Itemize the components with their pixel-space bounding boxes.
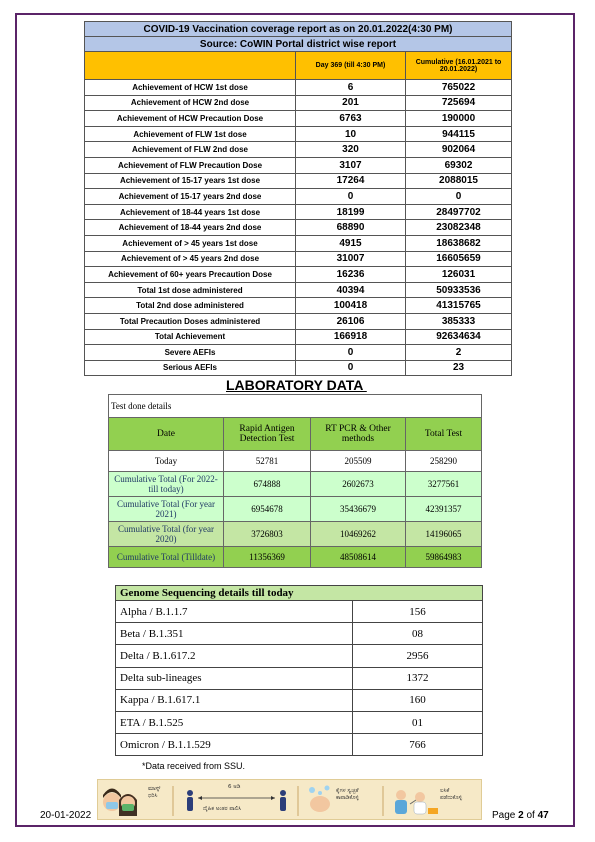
distance-caption-top: 6 ಅಡಿ — [228, 784, 241, 790]
vaccination-row — [85, 313, 512, 329]
row-cumulative-value: 190000 — [406, 111, 512, 127]
row-day-value: 18199 — [296, 204, 406, 220]
variant-count: 156 — [353, 601, 483, 623]
row-label: Achievement of FLW 1st dose — [85, 126, 296, 142]
footer-page-number — [492, 810, 549, 821]
variant-count: 2956 — [353, 645, 483, 667]
row-cumulative-value: 126031 — [406, 267, 512, 283]
lab-rat-value: 674888 — [224, 472, 311, 497]
genome-row — [116, 601, 483, 623]
row-label: Achievement of HCW Precaution Dose — [85, 111, 296, 127]
row-label: Serious AEFIs — [85, 360, 296, 376]
row-day-value: 0 — [296, 189, 406, 205]
lab-rat-value: 11356369 — [224, 547, 311, 568]
mask-caption: ಮಾಸ್ಕ್ ಧರಿಸಿ — [148, 786, 161, 799]
vaccination-row — [85, 189, 512, 205]
vaccination-source: Source: CoWIN Portal district wise report — [85, 37, 512, 52]
data-source-note: *Data received from SSU. — [142, 761, 246, 771]
hand-wash-icon — [309, 786, 330, 813]
row-label: Total 2nd dose administered — [85, 298, 296, 314]
row-label: Total 1st dose administered — [85, 282, 296, 298]
lab-row — [109, 451, 482, 472]
vaccination-row — [85, 173, 512, 189]
row-cumulative-value: 944115 — [406, 126, 512, 142]
lab-header-rtpcr: RT PCR & Other methods — [311, 418, 406, 451]
variant-count: 08 — [353, 623, 483, 645]
lab-caption: Test done details — [109, 395, 482, 418]
row-label: Total Achievement — [85, 329, 296, 345]
vaccination-row — [85, 267, 512, 283]
lab-total-value: 3277561 — [406, 472, 482, 497]
row-label: Total Precaution Doses administered — [85, 313, 296, 329]
lab-date: Today — [109, 451, 224, 472]
row-day-value: 4915 — [296, 235, 406, 251]
lab-row — [109, 522, 482, 547]
genome-row — [116, 645, 483, 667]
vaccination-row — [85, 345, 512, 361]
page-prefix: Page — [492, 810, 519, 821]
genome-row — [116, 667, 483, 689]
vaccination-row — [85, 329, 512, 345]
row-label: Achievement of 15-17 years 2nd dose — [85, 189, 296, 205]
row-label: Achievement of > 45 years 2nd dose — [85, 251, 296, 267]
variant-name: Delta / B.1.617.2 — [116, 645, 353, 667]
row-day-value: 10 — [296, 126, 406, 142]
row-label: Achievement of > 45 years 1st dose — [85, 235, 296, 251]
row-label: Achievement of 15-17 years 1st dose — [85, 173, 296, 189]
vaccination-row — [85, 111, 512, 127]
vaccination-row — [85, 142, 512, 158]
row-cumulative-value: 902064 — [406, 142, 512, 158]
lab-date: Cumulative Total (For year 2021) — [109, 497, 224, 522]
page-of: of — [523, 810, 538, 821]
vaccination-icon — [395, 790, 438, 814]
variant-name: Beta / B.1.351 — [116, 623, 353, 645]
genome-table — [115, 585, 483, 756]
row-cumulative-value: 41315765 — [406, 298, 512, 314]
row-day-value: 31007 — [296, 251, 406, 267]
vaccination-title: COVID-19 Vaccination coverage report as on 20.01.2022(4:30 PM) — [85, 22, 512, 37]
row-cumulative-value: 2088015 — [406, 173, 512, 189]
lab-row — [109, 547, 482, 568]
row-cumulative-value: 23082348 — [406, 220, 512, 236]
lab-rat-value: 52781 — [224, 451, 311, 472]
lab-row — [109, 497, 482, 522]
row-label: Achievement of 60+ years Precaution Dose — [85, 267, 296, 283]
row-day-value: 0 — [296, 360, 406, 376]
hands-caption: ಕೈಗಳ ಸ್ವಚ್ಛತೆ ಕಾಪಾಡಿಕೊಳ್ಳಿ — [336, 788, 359, 801]
row-cumulative-value: 385333 — [406, 313, 512, 329]
variant-count: 160 — [353, 689, 483, 711]
row-day-value: 17264 — [296, 173, 406, 189]
variant-name: Kappa / B.1.617.1 — [116, 689, 353, 711]
variant-count: 01 — [353, 711, 483, 733]
row-day-value: 201 — [296, 95, 406, 111]
variant-count: 766 — [353, 734, 483, 756]
row-cumulative-value: 28497702 — [406, 204, 512, 220]
row-day-value: 320 — [296, 142, 406, 158]
variant-count: 1372 — [353, 667, 483, 689]
row-day-value: 26106 — [296, 313, 406, 329]
laboratory-title: LABORATORY DATA — [226, 377, 367, 393]
lab-header-date: Date — [109, 418, 224, 451]
row-label: Severe AEFIs — [85, 345, 296, 361]
covid-appropriate-behaviour-banner — [97, 779, 482, 820]
row-cumulative-value: 69302 — [406, 157, 512, 173]
lab-total-value: 14196065 — [406, 522, 482, 547]
lab-rtpcr-value: 35436679 — [311, 497, 406, 522]
row-label: Achievement of FLW Precaution Dose — [85, 157, 296, 173]
genome-row — [116, 623, 483, 645]
lab-rtpcr-value: 205509 — [311, 451, 406, 472]
genome-row — [116, 734, 483, 756]
masked-people-icon — [103, 789, 137, 817]
lab-rtpcr-value: 48508614 — [311, 547, 406, 568]
genome-row — [116, 689, 483, 711]
vaccination-row — [85, 251, 512, 267]
row-label: Achievement of FLW 2nd dose — [85, 142, 296, 158]
distance-caption-bottom: ದೈಹಿಕ ಅಂತರ ಪಾಲಿಸಿ — [203, 806, 242, 812]
row-day-value: 166918 — [296, 329, 406, 345]
lab-rat-value: 3726803 — [224, 522, 311, 547]
lab-date: Cumulative Total (for year 2020) — [109, 522, 224, 547]
row-day-value: 3107 — [296, 157, 406, 173]
variant-name: Delta sub-lineages — [116, 667, 353, 689]
vaccine-caption: ಲಸಿಕೆ ಪಡೆದುಕೊಳ್ಳಿ — [440, 788, 463, 801]
row-cumulative-value: 18638682 — [406, 235, 512, 251]
genome-row — [116, 711, 483, 733]
row-day-value: 6763 — [296, 111, 406, 127]
row-cumulative-value: 725694 — [406, 95, 512, 111]
vaccination-row — [85, 360, 512, 376]
lab-header-rat: Rapid Antigen Detection Test — [224, 418, 311, 451]
row-day-value: 68890 — [296, 220, 406, 236]
vaccination-row — [85, 126, 512, 142]
vaccination-row — [85, 220, 512, 236]
row-cumulative-value: 92634634 — [406, 329, 512, 345]
row-day-value: 40394 — [296, 282, 406, 298]
lab-rtpcr-value: 2602673 — [311, 472, 406, 497]
row-cumulative-value: 2 — [406, 345, 512, 361]
vaccination-row — [85, 157, 512, 173]
row-label: Achievement of HCW 2nd dose — [85, 95, 296, 111]
lab-date: Cumulative Total (Tilldate) — [109, 547, 224, 568]
vaccination-row — [85, 282, 512, 298]
row-cumulative-value: 50933536 — [406, 282, 512, 298]
row-label: Achievement of HCW 1st dose — [85, 80, 296, 96]
lab-date: Cumulative Total (For 2022- till today) — [109, 472, 224, 497]
header-empty — [85, 52, 296, 80]
row-cumulative-value: 16605659 — [406, 251, 512, 267]
row-day-value: 100418 — [296, 298, 406, 314]
variant-name: Omicron / B.1.1.529 — [116, 734, 353, 756]
lab-rat-value: 6954678 — [224, 497, 311, 522]
vaccination-row — [85, 298, 512, 314]
row-day-value: 6 — [296, 80, 406, 96]
row-label: Achievement of 18-44 years 2nd dose — [85, 220, 296, 236]
vaccination-row — [85, 204, 512, 220]
row-cumulative-value: 0 — [406, 189, 512, 205]
page-total: 47 — [537, 810, 549, 821]
genome-title: Genome Sequencing details till today — [116, 586, 483, 601]
header-day: Day 369 (till 4:30 PM) — [296, 52, 406, 80]
lab-rtpcr-value: 10469262 — [311, 522, 406, 547]
vaccination-row — [85, 80, 512, 96]
vaccination-table — [84, 21, 512, 376]
row-day-value: 0 — [296, 345, 406, 361]
row-label: Achievement of 18-44 years 1st dose — [85, 204, 296, 220]
row-cumulative-value: 23 — [406, 360, 512, 376]
header-cumulative: Cumulative (16.01.2021 to 20.01.2022) — [406, 52, 512, 80]
lab-row — [109, 472, 482, 497]
lab-total-value: 258290 — [406, 451, 482, 472]
laboratory-table — [108, 394, 482, 568]
lab-total-value: 42391357 — [406, 497, 482, 522]
page-current: 2 — [518, 810, 524, 821]
vaccination-row — [85, 235, 512, 251]
lab-total-value: 59864983 — [406, 547, 482, 568]
lab-header-total: Total Test — [406, 418, 482, 451]
variant-name: ETA / B.1.525 — [116, 711, 353, 733]
vaccination-row — [85, 95, 512, 111]
footer-date: 20-01-2022 — [40, 810, 92, 821]
row-day-value: 16236 — [296, 267, 406, 283]
variant-name: Alpha / B.1.1.7 — [116, 601, 353, 623]
row-cumulative-value: 765022 — [406, 80, 512, 96]
